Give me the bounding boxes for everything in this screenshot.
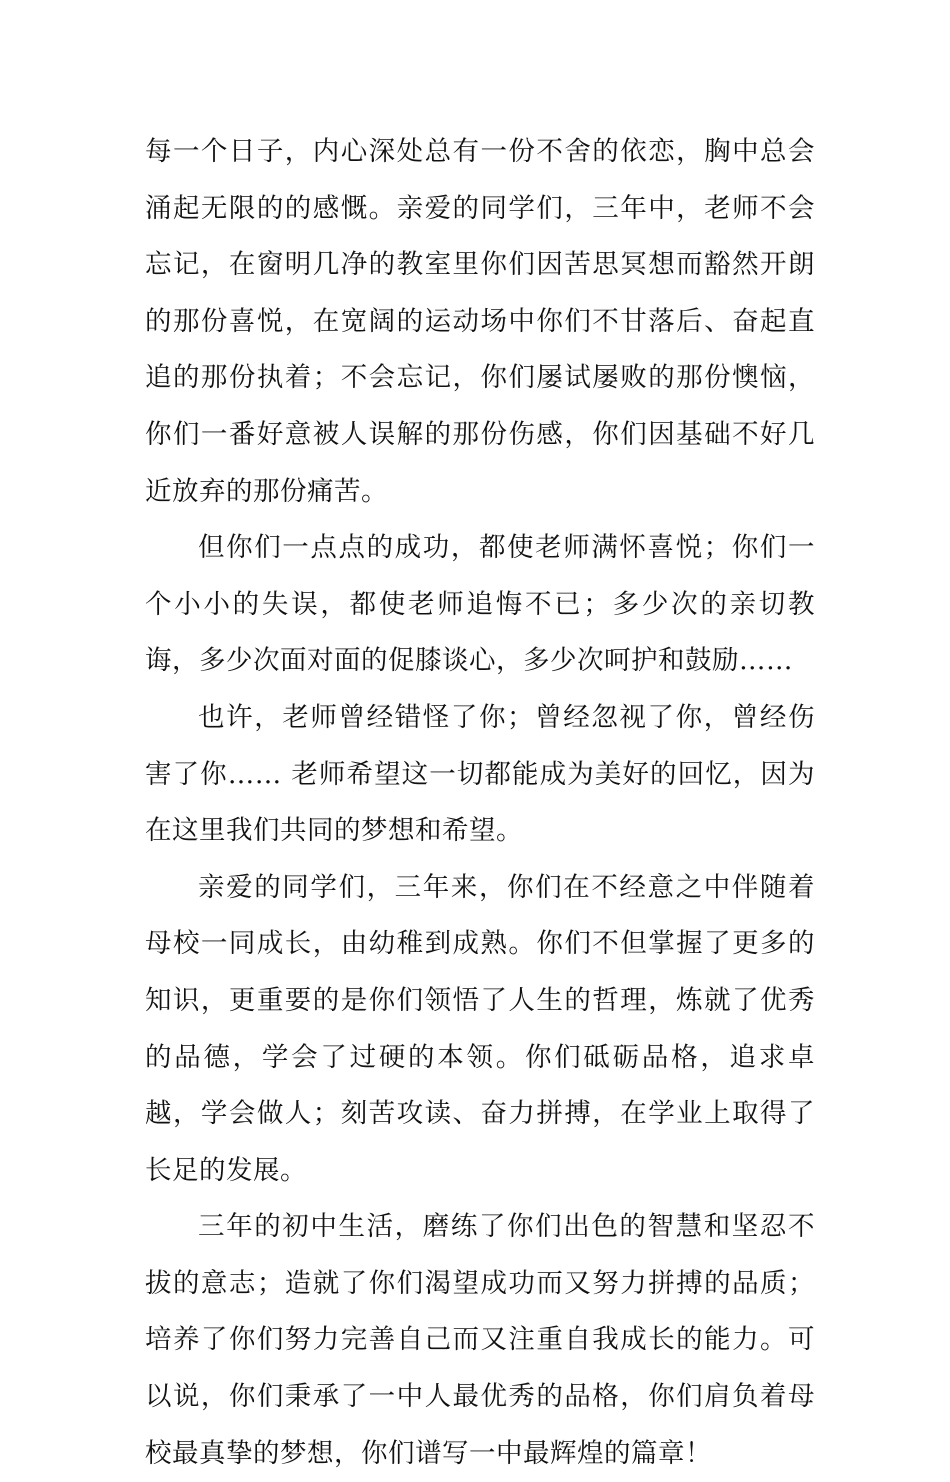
document-body (145, 124, 815, 1482)
paragraph-5: 三年的初中生活，磨练了你们出色的智慧和坚忍不拔的意志；造就了你们渴望成功而又努力拼搏的品质；培养了你们努力完善自己而又注重自我成长的能力。可以说，你们秉承了一中人最优秀的品格，你们肩负着母校最真挚的梦想，你们谱写一中最辉煌的篇章！ (145, 1211, 815, 1469)
paragraph-1: 每一个日子，内心深处总有一份不舍的依恋，胸中总会涌起无限的的感慨。亲爱的同学们，三年中，老师不会忘记，在窗明几净的教室里你们因苦思冥想而豁然开朗的那份喜悦，在宽阔的运动场中你们不甘落后、奋起直追的那份执着；不会忘记，你们屡试屡败的那份懊恼，你们一番好意被人误解的那份伤感，你们因基础不好几近放弃的那份痛苦。 (145, 136, 815, 507)
paragraph-4: 亲爱的同学们，三年来，你们在不经意之中伴随着母校一同成长，由幼稚到成熟。你们不但掌握了更多的知识，更重要的是你们领悟了人生的哲理，炼就了优秀的品德，学会了过硬的本领。你们砥砺品格，追求卓越，学会做人；刻苦攻读、奋力拼搏，在学业上取得了长足的发展。 (145, 871, 815, 1186)
paragraph-3: 也许，老师曾经错怪了你；曾经忽视了你，曾经伤害了你…… 老师希望这一切都能成为美好的回忆，因为在这里我们共同的梦想和希望。 (145, 701, 815, 847)
paragraph-2: 但你们一点点的成功，都使老师满怀喜悦；你们一个小小的失误，都使老师追悔不已；多少次的亲切教诲，多少次面对面的促膝谈心，多少次呵护和鼓励…… (145, 532, 815, 677)
